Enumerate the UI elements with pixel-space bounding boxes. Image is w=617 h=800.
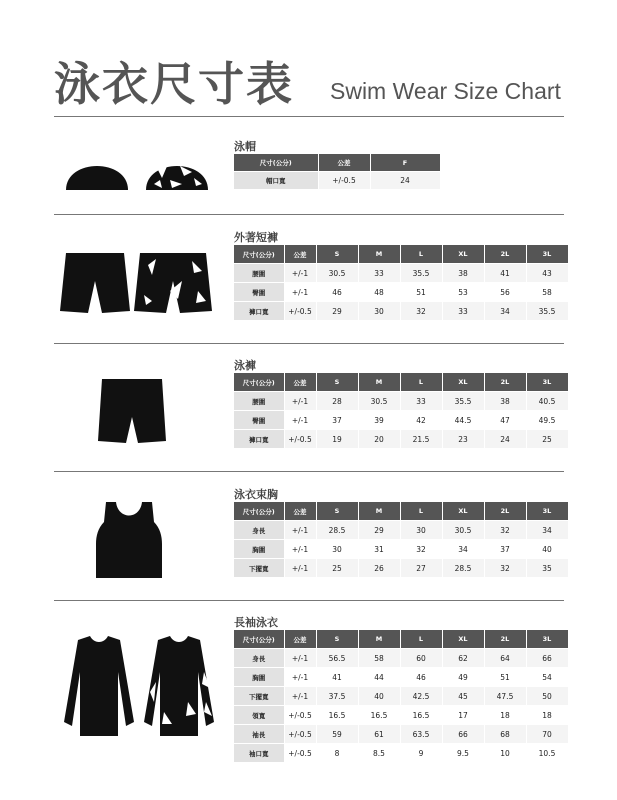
table-row (234, 411, 568, 430)
size-value-cell: 38 (484, 392, 526, 411)
tolerance-cell: +/-1 (284, 283, 316, 302)
size-value-cell: 32 (400, 540, 442, 559)
size-value-cell: 8.5 (358, 744, 400, 763)
page-header (54, 48, 564, 118)
divider (54, 600, 564, 601)
size-table-crop-top (234, 502, 569, 577)
size-value-cell: 35.5 (442, 392, 484, 411)
column-header: 2L (484, 373, 526, 392)
column-header: 2L (484, 502, 526, 521)
size-value-cell: 56.5 (316, 649, 358, 668)
column-header: S (316, 502, 358, 521)
size-value-cell: 39 (358, 411, 400, 430)
section-board-shorts (54, 227, 570, 337)
column-header: F (370, 154, 440, 172)
tolerance-cell: +/-0.5 (284, 430, 316, 449)
table-row (234, 668, 568, 687)
column-header: S (316, 630, 358, 649)
column-header: 公差 (284, 630, 316, 649)
size-value-cell: 58 (526, 283, 568, 302)
size-value-cell: 40 (358, 687, 400, 706)
size-value-cell: 9.5 (442, 744, 484, 763)
size-value-cell: 48 (358, 283, 400, 302)
size-table-long-sleeve (234, 630, 569, 762)
size-value-cell: 53 (442, 283, 484, 302)
row-label: 胸圍 (234, 540, 284, 559)
tolerance-cell: +/-0.5 (318, 172, 370, 190)
size-value-cell: 49 (442, 668, 484, 687)
size-value-cell: 16.5 (358, 706, 400, 725)
table-row (234, 392, 568, 411)
divider (54, 343, 564, 344)
row-label: 袖口寬 (234, 744, 284, 763)
size-value-cell: 28 (316, 392, 358, 411)
size-value-cell: 26 (358, 559, 400, 578)
size-value-cell: 40 (526, 540, 568, 559)
size-value-cell: 10.5 (526, 744, 568, 763)
size-value-cell: 29 (316, 302, 358, 321)
table-row (234, 172, 440, 190)
size-value-cell: 64 (484, 649, 526, 668)
row-label: 領寬 (234, 706, 284, 725)
size-value-cell: 34 (442, 540, 484, 559)
size-value-cell: 28.5 (316, 521, 358, 540)
section-title: 泳褲 (234, 359, 256, 372)
section-swim-trunks (54, 355, 570, 465)
column-header: 3L (526, 245, 568, 264)
row-label: 臀圍 (234, 411, 284, 430)
column-header: 尺寸(公分) (234, 502, 284, 521)
table-row (234, 706, 568, 725)
size-value-cell: 46 (400, 668, 442, 687)
table-row (234, 559, 568, 578)
table-header-row (234, 502, 568, 521)
size-value-cell: 32 (484, 521, 526, 540)
size-value-cell: 40.5 (526, 392, 568, 411)
table-row (234, 540, 568, 559)
long-sleeve-illustration (54, 632, 224, 742)
table-row (234, 744, 568, 763)
row-label: 臀圍 (234, 283, 284, 302)
divider (54, 214, 564, 215)
table-header-row (234, 630, 568, 649)
size-value-cell: 23 (442, 430, 484, 449)
tolerance-cell: +/-0.5 (284, 302, 316, 321)
column-header: L (400, 245, 442, 264)
column-header: 公差 (318, 154, 370, 172)
table-row (234, 430, 568, 449)
size-value-cell: 30.5 (358, 392, 400, 411)
size-value-cell: 8 (316, 744, 358, 763)
column-header: 尺寸(公分) (234, 154, 318, 172)
size-value-cell: 35.5 (400, 264, 442, 283)
size-value-cell: 28.5 (442, 559, 484, 578)
size-table-board-shorts (234, 245, 569, 320)
size-value-cell: 17 (442, 706, 484, 725)
size-value-cell: 66 (442, 725, 484, 744)
row-label: 下擺寬 (234, 559, 284, 578)
size-value-cell: 44.5 (442, 411, 484, 430)
row-label: 帽口寬 (234, 172, 318, 190)
column-header: S (316, 245, 358, 264)
size-table-swim-trunks (234, 373, 569, 448)
size-value-cell: 54 (526, 668, 568, 687)
divider (54, 116, 564, 117)
column-header: L (400, 373, 442, 392)
size-value-cell: 60 (400, 649, 442, 668)
size-table-swim-cap (234, 154, 441, 189)
size-value-cell: 42.5 (400, 687, 442, 706)
swim-cap-illustration (62, 150, 212, 194)
tolerance-cell: +/-1 (284, 392, 316, 411)
size-value-cell: 46 (316, 283, 358, 302)
table-row (234, 725, 568, 744)
size-value-cell: 18 (526, 706, 568, 725)
column-header: 3L (526, 502, 568, 521)
row-label: 腰圍 (234, 392, 284, 411)
column-header: XL (442, 245, 484, 264)
size-value-cell: 34 (484, 302, 526, 321)
size-value-cell: 27 (400, 559, 442, 578)
size-value-cell: 33 (400, 392, 442, 411)
size-value-cell: 47 (484, 411, 526, 430)
size-value-cell: 30.5 (442, 521, 484, 540)
size-value-cell: 61 (358, 725, 400, 744)
table-row (234, 302, 568, 321)
size-value-cell: 37 (484, 540, 526, 559)
section-swim-crop-top (54, 484, 570, 594)
size-value-cell: 30.5 (316, 264, 358, 283)
section-title: 泳衣束胸 (234, 488, 278, 501)
size-value-cell: 41 (316, 668, 358, 687)
size-value-cell: 24 (484, 430, 526, 449)
size-value-cell: 38 (442, 264, 484, 283)
tolerance-cell: +/-1 (284, 411, 316, 430)
column-header: XL (442, 373, 484, 392)
divider (54, 471, 564, 472)
size-value-cell: 35 (526, 559, 568, 578)
row-label: 褲口寬 (234, 302, 284, 321)
section-title: 長袖泳衣 (234, 616, 278, 629)
column-header: XL (442, 502, 484, 521)
size-value-cell: 51 (484, 668, 526, 687)
page-title-en: Swim Wear Size Chart (330, 78, 561, 104)
size-value-cell: 33 (358, 264, 400, 283)
size-value-cell: 49.5 (526, 411, 568, 430)
size-value-cell: 16.5 (400, 706, 442, 725)
column-header: XL (442, 630, 484, 649)
tolerance-cell: +/-0.5 (284, 744, 316, 763)
column-header: 公差 (284, 245, 316, 264)
column-header: L (400, 630, 442, 649)
section-title: 外著短褲 (234, 231, 278, 244)
size-value-cell: 32 (484, 559, 526, 578)
size-value-cell: 25 (316, 559, 358, 578)
swim-trunks-illustration (98, 377, 168, 447)
tolerance-cell: +/-1 (284, 649, 316, 668)
size-value-cell: 35.5 (526, 302, 568, 321)
board-shorts-illustration (60, 251, 212, 317)
table-header-row (234, 245, 568, 264)
size-value-cell: 30 (316, 540, 358, 559)
size-value-cell: 45 (442, 687, 484, 706)
size-value-cell: 37.5 (316, 687, 358, 706)
column-header: 3L (526, 630, 568, 649)
row-label: 袖長 (234, 725, 284, 744)
size-value-cell: 43 (526, 264, 568, 283)
size-value-cell: 47.5 (484, 687, 526, 706)
tolerance-cell: +/-1 (284, 559, 316, 578)
size-value-cell: 24 (370, 172, 440, 190)
size-value-cell: 58 (358, 649, 400, 668)
column-header: L (400, 502, 442, 521)
size-value-cell: 30 (400, 521, 442, 540)
table-row (234, 687, 568, 706)
size-value-cell: 62 (442, 649, 484, 668)
size-value-cell: 19 (316, 430, 358, 449)
row-label: 身長 (234, 649, 284, 668)
size-value-cell: 66 (526, 649, 568, 668)
size-value-cell: 9 (400, 744, 442, 763)
size-value-cell: 34 (526, 521, 568, 540)
column-header: 2L (484, 245, 526, 264)
column-header: 尺寸(公分) (234, 630, 284, 649)
table-row (234, 521, 568, 540)
tolerance-cell: +/-1 (284, 264, 316, 283)
table-row (234, 264, 568, 283)
table-header-row (234, 373, 568, 392)
column-header: M (358, 373, 400, 392)
column-header: 公差 (284, 502, 316, 521)
size-value-cell: 10 (484, 744, 526, 763)
tolerance-cell: +/-1 (284, 687, 316, 706)
table-row (234, 649, 568, 668)
size-value-cell: 59 (316, 725, 358, 744)
size-value-cell: 32 (400, 302, 442, 321)
size-value-cell: 51 (400, 283, 442, 302)
page-title-zh: 泳衣尺寸表 (54, 57, 294, 111)
column-header: 3L (526, 373, 568, 392)
size-value-cell: 41 (484, 264, 526, 283)
row-label: 身長 (234, 521, 284, 540)
size-value-cell: 68 (484, 725, 526, 744)
size-value-cell: 63.5 (400, 725, 442, 744)
size-value-cell: 21.5 (400, 430, 442, 449)
section-swim-cap (54, 136, 570, 212)
crop-top-illustration (94, 502, 164, 580)
size-value-cell: 20 (358, 430, 400, 449)
column-header: 2L (484, 630, 526, 649)
size-value-cell: 56 (484, 283, 526, 302)
tolerance-cell: +/-1 (284, 521, 316, 540)
table-header-row (234, 154, 440, 172)
row-label: 胸圍 (234, 668, 284, 687)
size-value-cell: 29 (358, 521, 400, 540)
size-value-cell: 37 (316, 411, 358, 430)
row-label: 下擺寬 (234, 687, 284, 706)
size-value-cell: 25 (526, 430, 568, 449)
size-value-cell: 42 (400, 411, 442, 430)
size-value-cell: 16.5 (316, 706, 358, 725)
column-header: 尺寸(公分) (234, 245, 284, 264)
table-row (234, 283, 568, 302)
column-header: S (316, 373, 358, 392)
size-value-cell: 30 (358, 302, 400, 321)
column-header: M (358, 630, 400, 649)
tolerance-cell: +/-1 (284, 668, 316, 687)
size-value-cell: 18 (484, 706, 526, 725)
size-value-cell: 44 (358, 668, 400, 687)
size-value-cell: 50 (526, 687, 568, 706)
size-value-cell: 33 (442, 302, 484, 321)
tolerance-cell: +/-0.5 (284, 725, 316, 744)
column-header: M (358, 502, 400, 521)
column-header: M (358, 245, 400, 264)
column-header: 尺寸(公分) (234, 373, 284, 392)
row-label: 腰圍 (234, 264, 284, 283)
size-value-cell: 70 (526, 725, 568, 744)
tolerance-cell: +/-0.5 (284, 706, 316, 725)
column-header: 公差 (284, 373, 316, 392)
section-title: 泳帽 (234, 140, 256, 153)
tolerance-cell: +/-1 (284, 540, 316, 559)
size-value-cell: 31 (358, 540, 400, 559)
row-label: 褲口寬 (234, 430, 284, 449)
section-long-sleeve (54, 612, 570, 792)
